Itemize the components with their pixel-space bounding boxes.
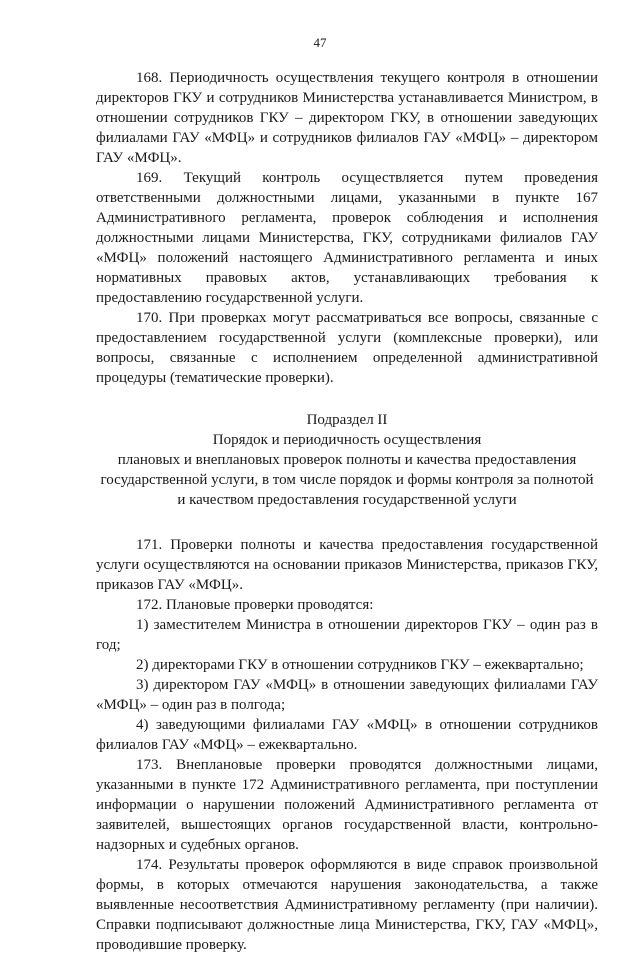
- paragraph-171: 171. Проверки полноты и качества предоставления государственной услуги осуществляются на основании приказов Министерства, приказов ГКУ, приказов ГАУ «МФЦ».: [96, 537, 598, 593]
- document-body: [96, 68, 598, 955]
- page-number: 47: [313, 35, 327, 50]
- paragraph-168: 168. Периодичность осуществления текущего контроля в отношении директоров ГКУ и сотрудников Министерства устанавливается Министром, в отношении сотрудников ГКУ – директором ГКУ, в отношении заведующих филиалами ГАУ «МФЦ» и сотрудников филиалов ГАУ «МФЦ» – директором ГАУ «МФЦ».: [96, 70, 598, 166]
- subsection-heading: [96, 410, 598, 510]
- subsection-label: Подраздел II: [306, 412, 388, 428]
- paragraph-173: 173. Внеплановые проверки проводятся должностными лицами, указанными в пункте 172 Административного регламента, при поступлении информации о нарушении положений Административного регламента от заявителей, вышестоящих органов государственной власти, контрольно-надзорных и судебных органов.: [96, 757, 598, 853]
- subsection-title-line: плановых и внеплановых проверок полноты и качества предоставления: [117, 452, 577, 468]
- paragraph-174: 174. Результаты проверок оформляются в виде справок произвольной формы, в которых отмечаются нарушения законодательства, а также выявленные несоответствия Административному регламенту (при наличии). Справки подписывают должностные лица Министерства, ГКУ, ГАУ «МФЦ», проводившие проверку.: [96, 857, 598, 953]
- list-item-3: 3) директором ГАУ «МФЦ» в отношении заведующих филиалами ГАУ «МФЦ» – один раз в полгода;: [96, 677, 598, 713]
- paragraph-170: 170. При проверках могут рассматриваться все вопросы, связанные с предоставлением государственной услуги (комплексные проверки), или вопросы, связанные с исполнением определенной административной процедуры (тематические проверки).: [96, 310, 598, 386]
- list-item-1: 1) заместителем Министра в отношении директоров ГКУ – один раз в год;: [96, 617, 598, 653]
- list-item-4: 4) заведующими филиалами ГАУ «МФЦ» в отношении сотрудников филиалов ГАУ «МФЦ» – ежеквартально.: [96, 717, 598, 753]
- subsection-title-line: и качеством предоставления государственной услуги: [177, 492, 517, 508]
- paragraph-172: 172. Плановые проверки проводятся:: [136, 597, 374, 613]
- paragraph-169: 169. Текущий контроль осуществляется путем проведения ответственными должностными лицами, указанными в пункте 167 Административного регламента, проверок соблюдения и исполнения должностными лицами Министерства, ГКУ, сотрудниками филиалов ГАУ «МФЦ» положений настоящего Административного регламента и иных нормативных правовых актов, устанавливающих требования к предоставлению государственной услуги.: [96, 170, 598, 306]
- subsection-title-line: государственной услуги, в том числе порядок и формы контроля за полнотой: [100, 472, 594, 488]
- list-item-2: 2) директорами ГКУ в отношении сотрудников ГКУ – ежеквартально;: [136, 657, 584, 673]
- subsection-title-line: Порядок и периодичность осуществления: [212, 432, 482, 448]
